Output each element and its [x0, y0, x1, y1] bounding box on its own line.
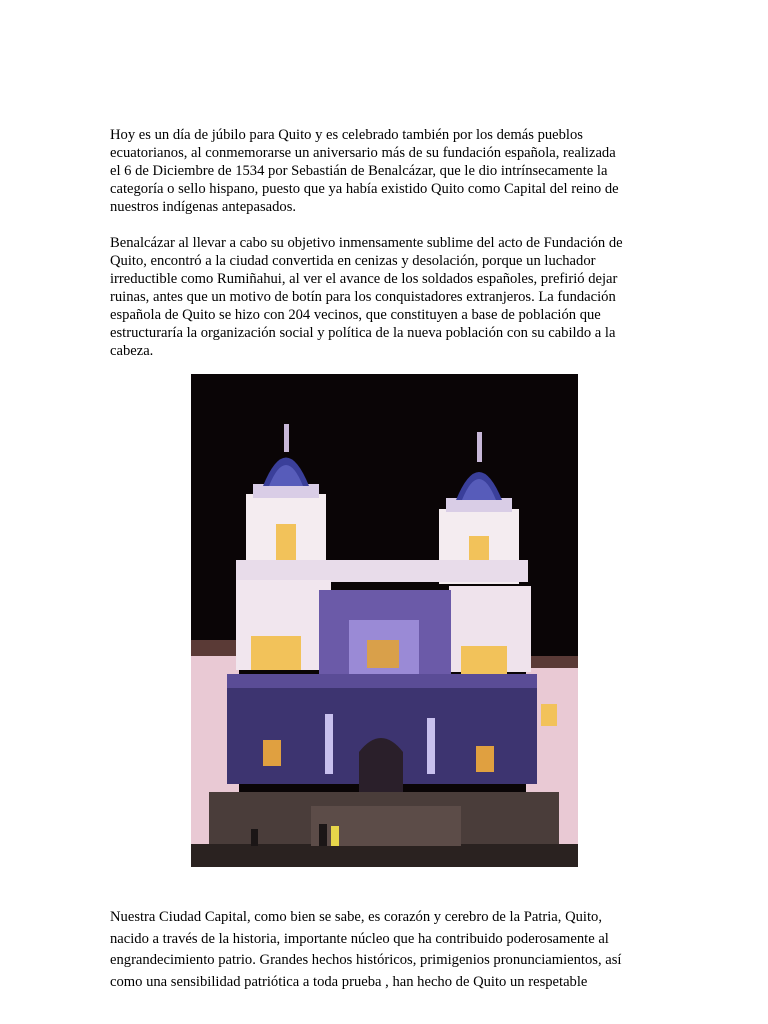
text-line: Benalcázar al llevar a cabo su objetivo inmensamente sublime del acto de Fundación de — [110, 235, 623, 251]
paragraph-3 — [110, 907, 658, 993]
text-line: española de Quito se hizo con 204 vecinos, que constituyen a base de población que — [110, 307, 601, 323]
text-line: como una sensibilidad patriótica a toda prueba , han hecho de Quito un respetable — [110, 973, 588, 990]
text-line: nacido a través de la historia, importante núcleo que ha contribuido poderosamente al — [110, 930, 609, 947]
paragraph-2 — [110, 234, 658, 360]
text-line: Nuestra Ciudad Capital, como bien se sabe, es corazón y cerebro de la Patria, Quito, — [110, 909, 602, 925]
text-line: ecuatorianos, al conmemorarse un aniversario más de su fundación española, realizada — [110, 145, 616, 161]
paragraph-1 — [110, 126, 658, 216]
text-line: cabeza. — [110, 343, 154, 359]
text-line: irreductible como Rumiñahui, al ver el avance de los soldados españoles, prefirió dejar — [110, 271, 618, 287]
text-line: estructuraría la organización social y política de la nueva población con su cabildo a la — [110, 325, 616, 341]
text-line: Hoy es un día de júbilo para Quito y es celebrado también por los demás pueblos — [110, 127, 583, 143]
text-line: nuestros indígenas antepasados. — [110, 199, 297, 215]
text-line: el 6 de Diciembre de 1534 por Sebastián de Benalcázar, que le dio intrínsecamente la — [110, 163, 608, 179]
text-line: Quito, encontró a la ciudad convertida en cenizas y desolación, porque un luchador — [110, 253, 596, 269]
text-line: ruinas, antes que un motivo de botín para los conquistadores extranjeros. La fundación — [110, 289, 616, 305]
text-line: categoría o sello hispano, puesto que ya había existido Quito como Capital del reino de — [110, 181, 619, 197]
church-photo — [191, 374, 578, 867]
text-line: engrandecimiento patrio. Grandes hechos históricos, primigenios pronunciamientos, así — [110, 952, 622, 968]
illuminated-church-facade-night-icon — [191, 374, 578, 867]
